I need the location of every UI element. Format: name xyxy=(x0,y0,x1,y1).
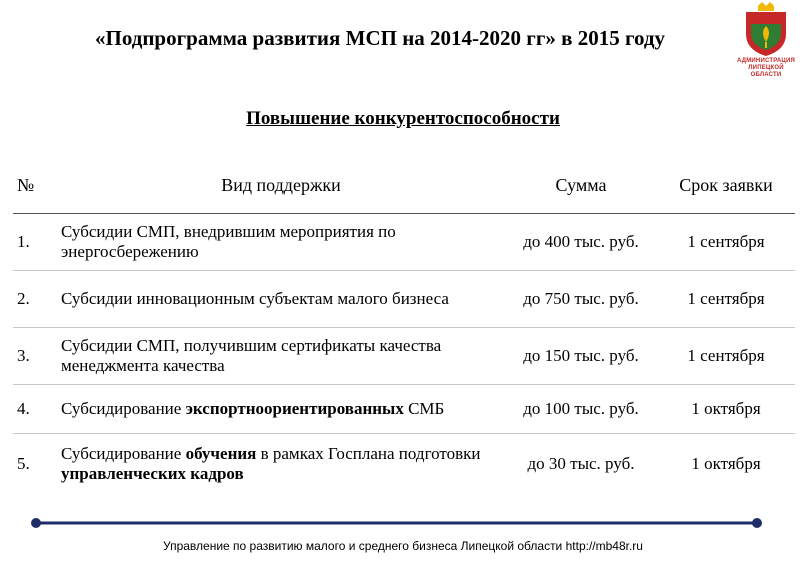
table-row xyxy=(13,434,795,495)
application-deadline: 1 октября xyxy=(657,385,795,434)
application-deadline: 1 сентября xyxy=(657,271,795,328)
table-row xyxy=(13,271,795,328)
support-type: Субсидии инновационным субъектам малого бизнеса xyxy=(57,271,505,328)
support-type: Субсидирование экспортноориентированных СМБ xyxy=(57,385,505,434)
application-deadline: 1 октября xyxy=(691,454,761,473)
support-amount: до 30 тыс. руб. xyxy=(527,454,635,473)
column-header-support-type: Вид поддержки xyxy=(57,157,505,214)
support-type: Субсидии СМП, получившим сертификаты качества менеджмента качества xyxy=(57,328,505,385)
column-header-amount: Сумма xyxy=(505,157,657,214)
row-number: 5. xyxy=(17,454,30,473)
column-header-number: № xyxy=(13,157,57,214)
table-header-row xyxy=(13,157,795,214)
page-title: «Подпрограмма развития МСП на 2014-2020 гг» в 2015 году xyxy=(94,26,665,50)
application-deadline: 1 сентября xyxy=(657,328,795,385)
footer-text: Управление по развитию малого и среднего бизнеса Липецкой области http://mb48r.ru xyxy=(163,539,643,553)
row-number: 2. xyxy=(13,271,57,328)
application-deadline: 1 сентября xyxy=(657,214,795,271)
support-type: Субсидирование обучения в рамках Госплана подготовки управленческих кадров xyxy=(61,444,481,483)
support-table xyxy=(13,157,795,494)
column-header-deadline: Срок заявки xyxy=(657,157,795,214)
table-row xyxy=(13,328,795,385)
footer-divider xyxy=(30,517,763,529)
row-number: 4. xyxy=(13,385,57,434)
coat-of-arms-icon xyxy=(744,2,788,56)
support-amount: до 750 тыс. руб. xyxy=(505,271,657,328)
row-number: 1. xyxy=(13,214,57,271)
row-number: 3. xyxy=(13,328,57,385)
support-amount: до 100 тыс. руб. xyxy=(505,385,657,434)
support-amount: до 400 тыс. руб. xyxy=(505,214,657,271)
logo-caption: АДМИНИСТРАЦИЯ ЛИПЕЦКОЙ ОБЛАСТИ xyxy=(736,58,796,78)
table-row xyxy=(13,214,795,271)
region-logo xyxy=(734,2,798,84)
support-amount: до 150 тыс. руб. xyxy=(505,328,657,385)
support-type: Субсидии СМП, внедрившим мероприятия по энергосбережению xyxy=(57,214,505,271)
section-subtitle: Повышение конкурентоспособности xyxy=(246,108,560,129)
table-row xyxy=(13,385,795,434)
